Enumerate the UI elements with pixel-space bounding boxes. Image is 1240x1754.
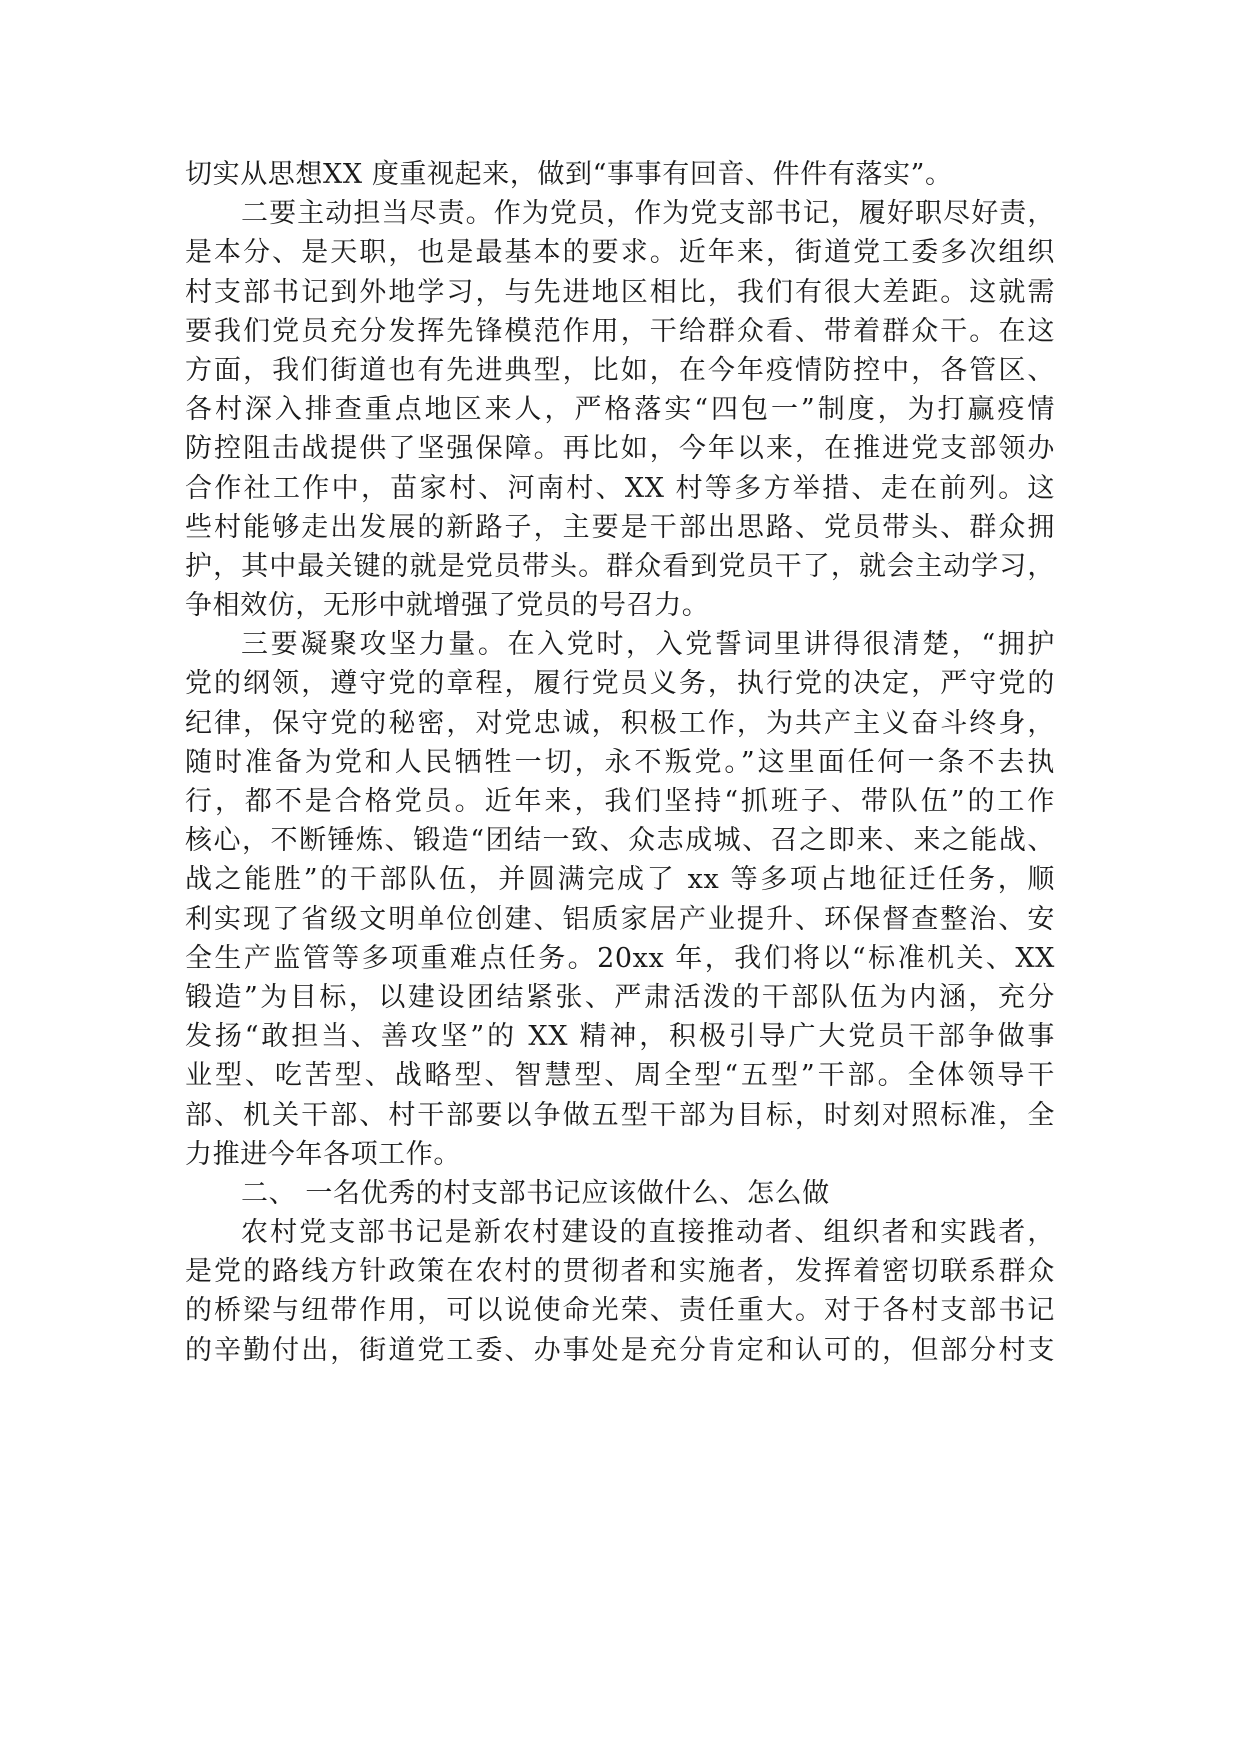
text-line: 的辛勤付出，街道党工委、办事处是充分肯定和认可的，但部分村支 (185, 1334, 1055, 1366)
text-line: 各村深入排查重点地区来人，严格落实“四包一”制度，为打赢疫情 (185, 394, 1055, 426)
text-line: 合作社工作中，苗家村、河南村、XX 村等多方举措、走在前列。这 (185, 472, 1055, 504)
text-line: 农村党支部书记是新农村建设的直接推动者、组织者和实践者， (241, 1217, 1055, 1249)
text-line: 是党的路线方针政策在农村的贯彻者和实施者，发挥着密切联系群众 (185, 1256, 1055, 1288)
text-line: 力推进今年各项工作。 (185, 1138, 461, 1170)
text-line: 要我们党员充分发挥先锋模范作用，干给群众看、带着群众干。在这 (185, 315, 1055, 347)
text-line: 的桥梁与纽带作用，可以说使命光荣、责任重大。对于各村支部书记 (185, 1295, 1055, 1327)
text-line: 切实从思想XX 度重视起来，做到“事事有回音、件件有落实”。 (185, 159, 953, 190)
text-line: 争相效仿，无形中就增强了党员的号召力。 (185, 590, 710, 622)
text-line: 部、机关干部、村干部要以争做五型干部为目标，时刻对照标准，全 (185, 1099, 1055, 1131)
text-line: 发扬“敢担当、善攻坚”的 XX 精神，积极引导广大党员干部争做事 (185, 1021, 1055, 1053)
text-line: 方面，我们街道也有先进典型，比如，在今年疫情防控中，各管区、 (185, 354, 1055, 386)
text-line: 村支部书记到外地学习，与先进地区相比，我们有很大差距。这就需 (185, 276, 1055, 308)
text-line: 三要凝聚攻坚力量。在入党时，入党誓词里讲得很清楚，“拥护 (241, 629, 1055, 661)
text-line: 锻造”为目标，以建设团结紧张、严肃活泼的干部队伍为内涵，充分 (185, 981, 1055, 1013)
text-line: 防控阻击战提供了坚强保障。再比如，今年以来，在推进党支部领办 (185, 433, 1055, 465)
text-line: 战之能胜”的干部队伍，并圆满完成了 xx 等多项占地征迁任务，顺 (185, 864, 1055, 896)
text-line: 利实现了省级文明单位创建、铝质家居产业提升、环保督查整治、安 (185, 903, 1055, 935)
section-heading: 二、 一名优秀的村支部书记应该做什么、怎么做 (241, 1177, 830, 1209)
text-line: 是本分、是天职，也是最基本的要求。近年来，街道党工委多次组织 (185, 237, 1055, 269)
text-line: 二要主动担当尽责。作为党员，作为党支部书记，履好职尽好责， (241, 198, 1055, 230)
document-body (185, 155, 1055, 1370)
text-line: 随时准备为党和人民牺牲一切，永不叛党。”这里面任何一条不去执 (185, 746, 1055, 778)
text-line: 业型、吃苦型、战略型、智慧型、周全型“五型”干部。全体领导干 (185, 1060, 1055, 1092)
text-line: 纪律，保守党的秘密，对党忠诚，积极工作，为共产主义奋斗终身， (185, 707, 1055, 739)
text-line: 行，都不是合格党员。近年来，我们坚持“抓班子、带队伍”的工作 (185, 786, 1055, 817)
text-line: 全生产监管等多项重难点任务。20xx 年，我们将以“标准机关、XX (185, 942, 1055, 974)
text-line: 党的纲领，遵守党的章程，履行党员义务，执行党的决定，严守党的 (185, 668, 1055, 700)
text-line: 护，其中最关键的就是党员带头。群众看到党员干了，就会主动学习， (185, 550, 1055, 582)
text-line: 些村能够走出发展的新路子，主要是干部出思路、党员带头、群众拥 (185, 511, 1055, 543)
text-line: 核心，不断锤炼、锻造“团结一致、众志成城、召之即来、来之能战、 (185, 825, 1055, 857)
